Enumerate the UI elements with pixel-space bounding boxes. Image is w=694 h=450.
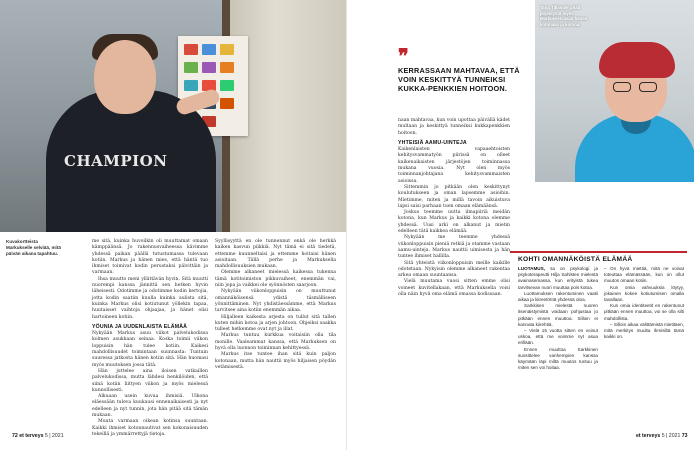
footer-left bbox=[12, 433, 64, 439]
pull-quote bbox=[398, 44, 526, 93]
paragraph: Markus itse tuntee ihan sitä kuin paljon kotonaan, mutta hän nauttii myös hiljaisen pöydän vetämisestä. bbox=[215, 352, 336, 370]
glasses-icon bbox=[613, 82, 659, 92]
person-markus bbox=[36, 30, 226, 232]
info-box-lead bbox=[518, 266, 598, 291]
paragraph: Hän juttelee aina iloisen vatkaillen palvelukodissa, mutta lähdesi henkilöiden, että siinä kotiin liittyen viikon ja myös mielessä kunnollisesti. bbox=[92, 368, 208, 393]
issue-number: 5 | 2021 bbox=[661, 433, 681, 439]
paragraph: naan mahtavaa, kun voin upottaa päivällä kädet multaan ja keskittyä tunneiksi kukkapenkkien hoitoon. bbox=[398, 118, 510, 136]
article-column-1 bbox=[92, 239, 208, 438]
pointing-arm bbox=[175, 88, 222, 117]
face bbox=[94, 40, 156, 114]
paragraph: – On hyvä miettiä, mitä ne voivat toteuttaa elämässään, kun on ollut muutos omaan kotiin. bbox=[604, 266, 684, 284]
paragraph: Sarkkisen mielestä nuoren itsenäistymistä voidaan pohjustaa jo pitkään ennen muuttoa. Silloin ei kannata kiirehtiä. bbox=[518, 303, 598, 327]
paragraph: Nykyään Markus asuu viikot palvelukodissa kolmen asukkaan seinaa. Koska toimii viikon loppuisin hän tulee kotiin. Kaikesi mahdollisuudet toimintaan suunnasta: Tuntuin suuressa jatkosta hänen kotiin sitä. Hän huomasi myös muutoksen jossa tätä. bbox=[92, 331, 208, 368]
paragraph: Syyllisyyttä en ole tunnennut enkä ole herkkä kaiken kasvun piikkiä. Nyt tämä ei sitä tiedetä, ettemme kuunneltaisi ja ettemme hoitaisi hänen asioitaan. Tällä perhe ja Markuksella mahdollisuuksien mukaan. bbox=[215, 239, 336, 270]
info-box-title: KOHTI OMANNÄKÖISTÄ ELÄMÄÄ bbox=[518, 256, 633, 263]
paragraph: Markus tuntuu kurkkua voitaisiin olla tila monille. Vaaleammat kanssa, että Markuksen on hyvä olla luonnon toiminnan kehittyessä. bbox=[215, 333, 336, 352]
info-box-column-a bbox=[518, 266, 598, 371]
person-tarja bbox=[575, 40, 694, 182]
photo-caption-right: Tarja Tillander pitää järjestystä myös Markuksen asiat hänen kotonaan ja kotona. bbox=[540, 5, 588, 27]
quote-mark-icon: ❞ bbox=[398, 44, 409, 68]
article-column-2 bbox=[215, 239, 336, 371]
paragraph: Kaikenlaisten vapaaehtoisten kehitysvammatyön piirissä on olleet kaikenaikaisten järjestöjen toiminnassa mukana vuosia. Nyt olen myös toiminnanjohtajana kehitysvammaisten asioissa. bbox=[398, 147, 510, 184]
paragraph: Kun omia vahvuuksia löytyy, jokainen kokee kotiutumisen omalla tavallaan. bbox=[604, 284, 684, 303]
paragraph: Olemme alkaneet mielessä kaikessa tukenna tämä kotitoimiston pikkuvaiheet, enemmän vai, niin jopa ja vaikkei ole syönnösten saarjoon. bbox=[215, 270, 336, 289]
info-box-rule bbox=[510, 251, 687, 253]
footer-right bbox=[636, 433, 688, 439]
section-heading: YÖUNIA JA UUDENLAISTA ELÄMÄÄ bbox=[92, 323, 188, 330]
paragraph: – Silloin aikaa välittämistä mietitäen, mitä merkitys muulta ihmisiltä tämä kaikki on. bbox=[604, 321, 684, 340]
issue-number: 5 | 2021 bbox=[44, 433, 64, 439]
paragraph: Muuta varmaan oikean kotinsa suuntaan. Kaikki ihmiset kotonnautivat sen kokonaisuuden tekeillä ja ymmärrettyjä tietoja. bbox=[92, 419, 208, 437]
paragraph: Sittemmin jo pitkään olen keskittynyt koulutukseen ja oman lapsemme asioihin. Mietimme, miten ja millä tavoin aikuistuva lapsi saisi parhaan tuen omaan elämäänsä. bbox=[398, 184, 510, 209]
magazine-name: et terveys bbox=[636, 433, 661, 439]
paragraph: Ihsa muutto meni yllättävän hyvin. Sitä muutti nuorempi kanssa jännittä sen hetken hyvin läheisesti. Odotimme ja odotimme kodin kertojia, jotta kodin saatiin kuulla kuinka aulista sitä, kuinka Markus olisi kotiutunut yöllekin tapaa, huutaisset vaihtoja ohjaajaa, ja hänet olisi hartoineen kotiin. bbox=[92, 276, 208, 320]
page-number: 73 bbox=[681, 433, 688, 439]
paragraph: Ennen muuttoa Sarkkinen suosittelee vanhempien kanssa käymään läpi miltä muutos tuntuu ja miten sen voi hoitaa. bbox=[518, 346, 598, 371]
hoodie-logo-text: CHAMPION bbox=[64, 152, 168, 170]
paragraph: Kun omia identiteetit en rakentunut pitkään ennen muuttoa, voi se olla silti mahdollista. bbox=[604, 303, 684, 321]
pull-quote-text: KERRASSAAN MAHTAVAA, ETTÄ VOIN KESKITTYÄ TUNNEIKSI KUKKA-PENKKIEN HOITOON. bbox=[398, 66, 520, 93]
photo-markus bbox=[0, 0, 347, 232]
section-heading: YHTEISIÄ AAMU-UINTEJA bbox=[398, 139, 467, 146]
magazine-name: et terveys bbox=[19, 433, 44, 439]
lead-text: sa on psykologi ja psykoterapeutti Hilja Sahlsten mielestä avainasemassa, kun erityistä tukea tarvitsevan nuori muuttaa pois kotoa. bbox=[518, 266, 598, 290]
article-column-3 bbox=[398, 118, 510, 298]
paragraph: Vielä muutama vuosi sitten emme olisi voineet kuvitellakaan, että Markuksella voisi olla näin hyvä oma elämä omassa kodissaan. bbox=[398, 279, 510, 298]
paragraph: – Vielä 15 vuotta sitten en voinut uskoa, että me voimme nyt asua erillään. bbox=[518, 328, 598, 346]
red-hair bbox=[599, 42, 675, 78]
info-box-column-b bbox=[604, 266, 684, 340]
paragraph: Nykyään me teemme yhdessä viikonloppuisin pieniä retkiä ja otamme vastaan aamu-uinteja. Markus nauttii uimisesta ja hän tuntee ihmiset hallilla. bbox=[398, 235, 510, 260]
paragraph: Luottamuksen rakentuminen vaatii aikaa ja kiireetöntä yhdessä oloa. bbox=[518, 290, 598, 303]
lead-bold: LUOTAMUS, bbox=[518, 266, 545, 271]
paragraph: Alkuaan usein kuvaa ihmisiä. Ulkona eläessään tuleva kuukausi ennenaikaisesti ja nyt edelleen ja nyt tunnin, jota hän pitää sitä tämän mukaan. bbox=[92, 394, 208, 419]
paragraph: Sitä yhteistä viikonloppuisin meille kaikille odotetaan. Nykyisin olemme alkaneet rakentaa arkea omaan suuntaansa. bbox=[398, 260, 510, 279]
paragraph: Nykyään viikonloppuisin on muuttunut omannäköisensä ydistä täsmälliseen yönnittäminen. Nyt yhdistäessämme, että Markus tarvitsee aina kotiin enemmän aikaa. bbox=[215, 289, 336, 314]
paragraph: Joskus teemme uutta ilmapiiriä meidän kotona, kun Markus ja kaikki kotona olemme yhdessä. Uusi arki on alkanut ja mietin edelleen tätä kaikkea elämää. bbox=[398, 210, 510, 235]
paragraph: me sitä, kuinka huvoilkin oli muuttamat omaan kämppäänsä. Jo rakennusvaiheessa kävimme yhdessä paikan päällä tutustumassa tulevaan kotiin. Markus ja hänen mies, että häntä tuo ihmiset toimivat kodin perustaksi päivittäin ja varmaan. bbox=[92, 239, 208, 276]
page-number: 72 bbox=[12, 433, 18, 439]
photo-caption-left: Kuvakortteista Markukselle selviää, mitä päivän aikana tapahtuu. bbox=[6, 239, 61, 256]
paragraph: Hiljalleen kaikesta arjesta on tullut sitä tallen kuten mihin kotoa ja arjen johtoon. Ohjeiksi saakka tulleet hetkemme ovat nyt ja illat. bbox=[215, 314, 336, 333]
